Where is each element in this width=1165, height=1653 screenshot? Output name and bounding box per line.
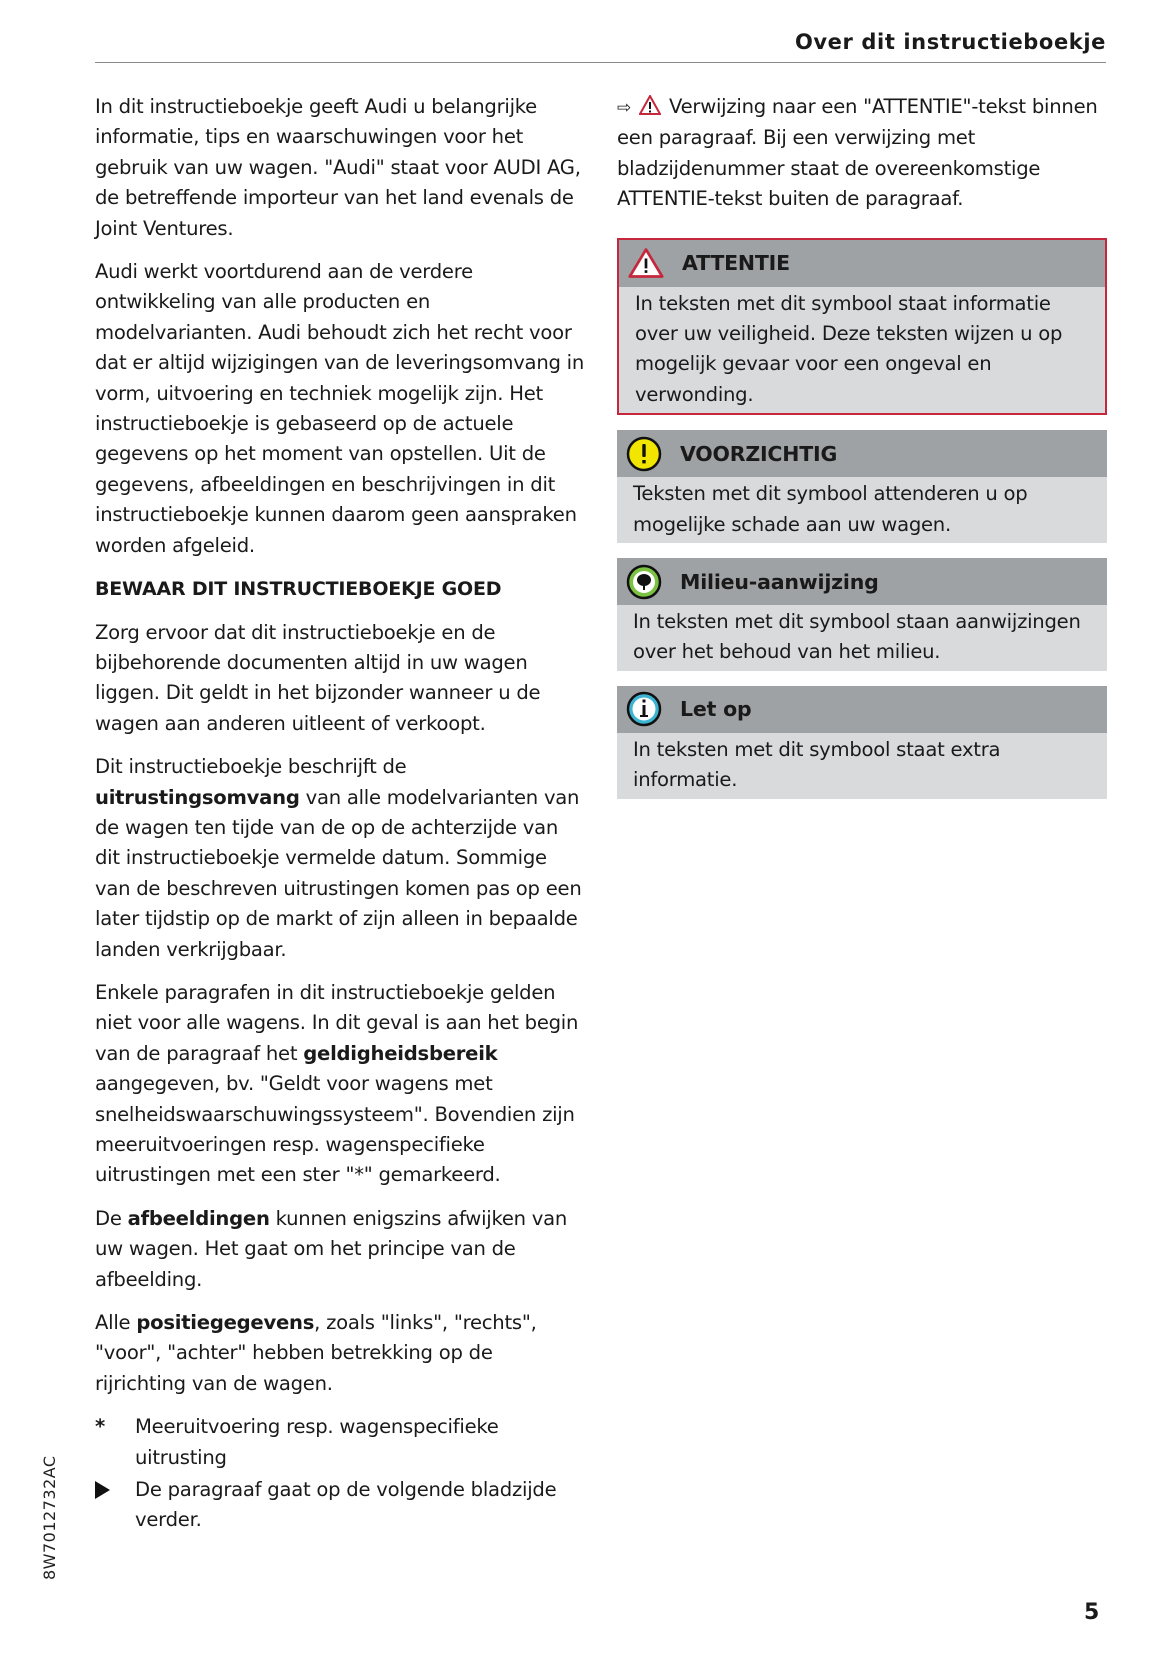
warning-triangle-icon bbox=[628, 245, 664, 281]
box-body: In teksten met dit symbool staat extra informatie. bbox=[633, 737, 1001, 792]
text-run: Enkele paragrafen in dit instructieboekje gelden niet voor alle wagens. In dit geval is aan het begin van de paragraaf het bbox=[95, 980, 579, 1065]
milieu-box bbox=[617, 558, 1107, 671]
intro-paragraph: In dit instructieboekje geeft Audi u belangrijke informatie, tips en waarschuwingen voor het gebruik van uw wagen. "Audi" staat voor AUDI AG, de betreffende importeur van het land evenals de Joint Ventures. bbox=[95, 95, 581, 240]
box-header bbox=[619, 240, 1105, 287]
box-body: Teksten met dit symbool attenderen u op mogelijke schade aan uw wagen. bbox=[633, 482, 1028, 536]
section-heading: BEWAAR DIT INSTRUCTIEBOEKJE GOED bbox=[95, 578, 502, 601]
development-paragraph: Audi werkt voortdurend aan de verdere ontwikkeling van alle producten en modelvarianten. Audi behoudt zich het recht voor dat er altijd wijzigingen van de leveringsomvang in vorm, uitvoering en techniek mogelijk zijn. Het instructieboekje is gebaseerd op de actuele gegevens op het moment van opstellen. Uit de gegevens, afbeeldingen en beschrijvingen in dit instructieboekje kunnen daarom geen aanspraken worden afgeleid. bbox=[95, 260, 585, 557]
text-run: Dit instructieboekje beschrijft de bbox=[95, 755, 407, 779]
box-header bbox=[617, 686, 1107, 733]
info-circle-icon bbox=[626, 691, 662, 727]
triangle-right-icon bbox=[95, 1481, 110, 1499]
text-run: aangegeven, bv. "Geldt voor wagens met snelheidswaarschuwingssysteem". Bovendien zijn meeruitvoeringen resp. wagenspecifieke uitrustingen met een ster "*" gemarkeerd. bbox=[95, 1072, 575, 1187]
page-header-title: Over dit instructieboekje bbox=[794, 30, 1106, 54]
right-column bbox=[617, 92, 1107, 814]
legend-text: Meeruitvoering resp. wagenspecifieke uitrusting bbox=[135, 1415, 499, 1469]
images-paragraph bbox=[95, 1204, 585, 1295]
header-divider bbox=[95, 62, 1106, 63]
box-header bbox=[617, 558, 1107, 605]
bold-term: geldigheidsbereik bbox=[303, 1041, 498, 1065]
validity-paragraph bbox=[95, 978, 585, 1191]
legend-symbol-cell bbox=[95, 1475, 135, 1536]
legend-item-asterisk bbox=[95, 1412, 585, 1473]
box-title: VOORZICHTIG bbox=[680, 441, 838, 466]
box-title: Let op bbox=[680, 697, 752, 722]
box-title: ATTENTIE bbox=[682, 251, 790, 276]
attention-reference-explainer bbox=[617, 92, 1107, 215]
legend-text: De paragraaf gaat op de volgende bladzijde verder. bbox=[135, 1478, 557, 1532]
bold-term: uitrustingsomvang bbox=[95, 785, 300, 809]
reference-text: Verwijzing naar een "ATTENTIE"-tekst binnen een paragraaf. Bij een verwijzing met bladzijdenummer staat de overeenkomstige ATTENTIE-tekst buiten de paragraaf. bbox=[617, 95, 1098, 211]
store-paragraph: Zorg ervoor dat dit instructieboekje en de bijbehorende documenten altijd in uw wagen liggen. Dit geldt in het bijzonder wanneer u de wagen aan anderen uitleent of verkoopt. bbox=[95, 620, 541, 735]
text-run: , zoals "links", "rechts", "voor", "achter" hebben betrekking op de rijrichting van de wagen. bbox=[95, 1311, 537, 1395]
box-body: In teksten met dit symbool staat informatie over uw veiligheid. Deze teksten wijzen u op mogelijk gevaar voor een ongeval en verwonding. bbox=[635, 291, 1063, 406]
page-number: 5 bbox=[1084, 1600, 1100, 1625]
positions-paragraph bbox=[95, 1308, 585, 1399]
voorzichtig-box bbox=[617, 430, 1107, 543]
warning-triangle-icon bbox=[639, 95, 661, 115]
text-run: kunnen enigszins afwijken van uw wagen. Het gaat om het principe van de afbeelding. bbox=[95, 1206, 568, 1291]
attentie-box bbox=[617, 238, 1107, 416]
tree-circle-icon bbox=[626, 564, 662, 600]
box-body: In teksten met dit symbool staan aanwijzingen over het behoud van het milieu. bbox=[633, 610, 1081, 664]
box-header bbox=[617, 430, 1107, 477]
caution-circle-icon bbox=[626, 436, 662, 472]
legend-item-continue bbox=[95, 1475, 585, 1536]
left-column bbox=[95, 92, 585, 1538]
letop-box bbox=[617, 686, 1107, 799]
text-run: De bbox=[95, 1206, 128, 1230]
text-run: Alle bbox=[95, 1311, 137, 1335]
document-code: 8W7012732AC bbox=[40, 1455, 59, 1580]
text-run: van alle modelvarianten van de wagen ten tijde van de op de achterzijde van dit instructieboekje vermelde datum. Sommige van de beschreven uitrustingen komen pas op een later tijdstip op de markt of zijn alleen in bepaalde landen verkrijgbaar. bbox=[95, 785, 582, 961]
asterisk-icon: * bbox=[95, 1415, 105, 1439]
arrow-right-icon: ⇨ bbox=[617, 98, 631, 118]
equipment-paragraph bbox=[95, 752, 585, 965]
bold-term: positiegegevens bbox=[136, 1311, 315, 1335]
box-title: Milieu-aanwijzing bbox=[680, 569, 879, 594]
bold-term: afbeeldingen bbox=[127, 1206, 270, 1230]
